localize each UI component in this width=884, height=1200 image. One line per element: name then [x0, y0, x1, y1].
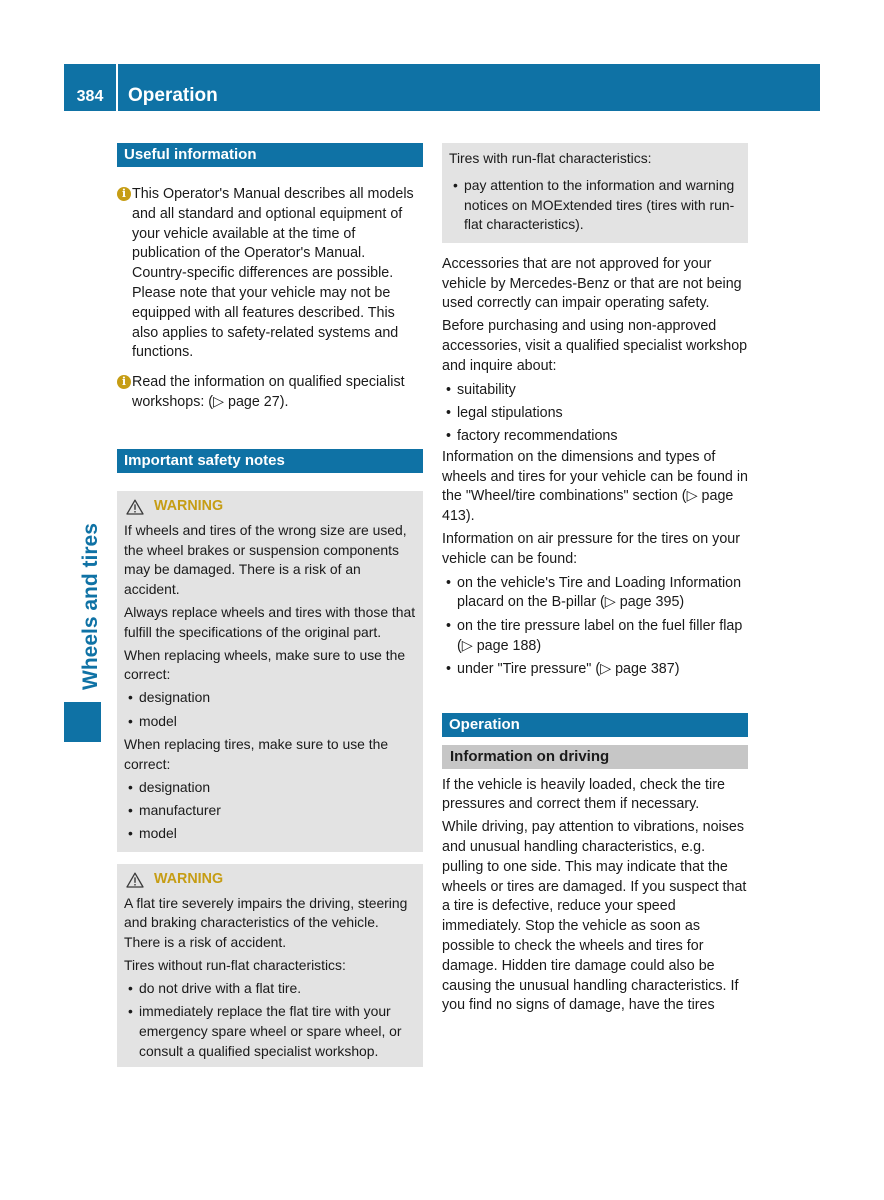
list-item: • suitability [442, 381, 748, 401]
info-note-text: This Operator's Manual describes all models and all standard and optional equipment of your vehicle available at the time of publication of the Operator's Manual. Country-specific differences are possible. Please note that your vehicle may not be equipped with all features described. This also applies to safety-related systems and functions. [132, 186, 414, 361]
warning-paragraph: When replacing tires, make sure to use the correct: [124, 735, 389, 772]
info-note-text: Read the information on qualified specialist workshops: (▷ page 27). [132, 374, 405, 410]
list-item: • manufacturer [124, 801, 416, 821]
wheel-items-list [124, 688, 416, 731]
list-item: • model [124, 712, 416, 732]
info-icon: i [117, 375, 131, 389]
page-title: Operation [128, 85, 218, 106]
list-item: • designation [124, 778, 416, 798]
header-divider [116, 64, 118, 111]
list-item: • immediately replace the flat tire with your emergency spare wheel or spare wheel, or consult a qualified specialist workshop. [124, 1002, 416, 1061]
left-column [117, 143, 423, 1067]
list-item: • legal stipulations [442, 404, 748, 424]
chapter-side-tab-label: Wheels and tires [79, 523, 102, 690]
warning-paragraph: A flat tire severely impairs the driving, steering and braking characteristics of the vehicle. There is a risk of accident. [124, 894, 408, 951]
warning-box [117, 864, 423, 1068]
flat-tire-items-list [124, 979, 416, 1062]
chapter-side-tab-marker [64, 702, 101, 742]
run-flat-items-list [449, 176, 741, 235]
paragraph: Accessories that are not approved for your vehicle by Mercedes-Benz or that are not being used correctly can impair operating safety. [442, 255, 742, 312]
warning-paragraph: Always replace wheels and tires with those that fulfill the specifications of the original part. [124, 603, 416, 640]
list-item: • pay attention to the information and warning notices on MOExtended tires (tires with run-flat characteristics). [449, 176, 741, 235]
pressure-items-list [442, 574, 748, 680]
section-heading-useful-information: Useful information [117, 143, 423, 167]
warning-paragraph: When replacing wheels, make sure to use the correct: [124, 646, 406, 683]
page-number: 384 [76, 88, 104, 105]
run-flat-note-box [442, 143, 748, 243]
warning-title-text: WARNING [154, 870, 224, 887]
paragraph: Information on the dimensions and types of wheels and tires for your vehicle can be found in the "Wheel/tire combinations" section (▷ page 413). [442, 448, 748, 525]
info-icon: i [117, 187, 131, 201]
right-column [442, 143, 748, 1016]
warning-title [124, 497, 416, 517]
inquire-items-list [442, 381, 748, 448]
paragraph: If the vehicle is heavily loaded, check the tire pressures and correct them if necessary. [442, 776, 725, 813]
paragraph: Before purchasing and using non-approved accessories, visit a qualified specialist workshop and inquire about: [442, 318, 748, 374]
list-item: • factory recommendations [442, 427, 748, 447]
list-item: • do not drive with a flat tire. [124, 979, 416, 999]
paragraph: Information on air pressure for the tires on your vehicle can be found: [442, 530, 740, 567]
section-heading-important-safety-notes: Important safety notes [117, 449, 423, 473]
tire-items-list [124, 778, 416, 845]
info-note [117, 185, 423, 363]
section-heading-operation: Operation [442, 713, 748, 737]
list-item: • model [124, 824, 416, 844]
run-flat-note-title: Tires with run-flat characteristics: [449, 150, 652, 166]
list-item: • on the tire pressure label on the fuel filler flap (▷ page 188) [442, 617, 748, 657]
warning-triangle-icon [126, 499, 144, 515]
warning-triangle-icon [126, 872, 144, 888]
subsection-heading-information-on-driving: Information on driving [442, 745, 748, 769]
warning-box [117, 491, 423, 852]
warning-paragraph: Tires without run-flat characteristics: [124, 957, 346, 974]
warning-title [124, 870, 416, 890]
info-note [117, 373, 423, 413]
paragraph: While driving, pay attention to vibrations, noises and unusual handling characteristics, e.g. pulling to one side. This may indicate that the wheels or tires are damaged. If you suspect that a tire is defective, reduce your speed immediately. Stop the vehicle as soon as possible to check the wheels and tires for damage. Hidden tire damage could also be causing the unusual handling characteristics. If you find no signs of damage, have the tires [442, 819, 747, 1014]
warning-paragraph: If wheels and tires of the wrong size are used, the wheel brakes or suspension components may be damaged. There is a risk of an accident. [124, 521, 407, 598]
warning-title-text: WARNING [154, 497, 224, 514]
list-item: • designation [124, 688, 416, 708]
list-item: • on the vehicle's Tire and Loading Information placard on the B-pillar (▷ page 395) [442, 574, 748, 614]
list-item: • under "Tire pressure" (▷ page 387) [442, 660, 748, 680]
